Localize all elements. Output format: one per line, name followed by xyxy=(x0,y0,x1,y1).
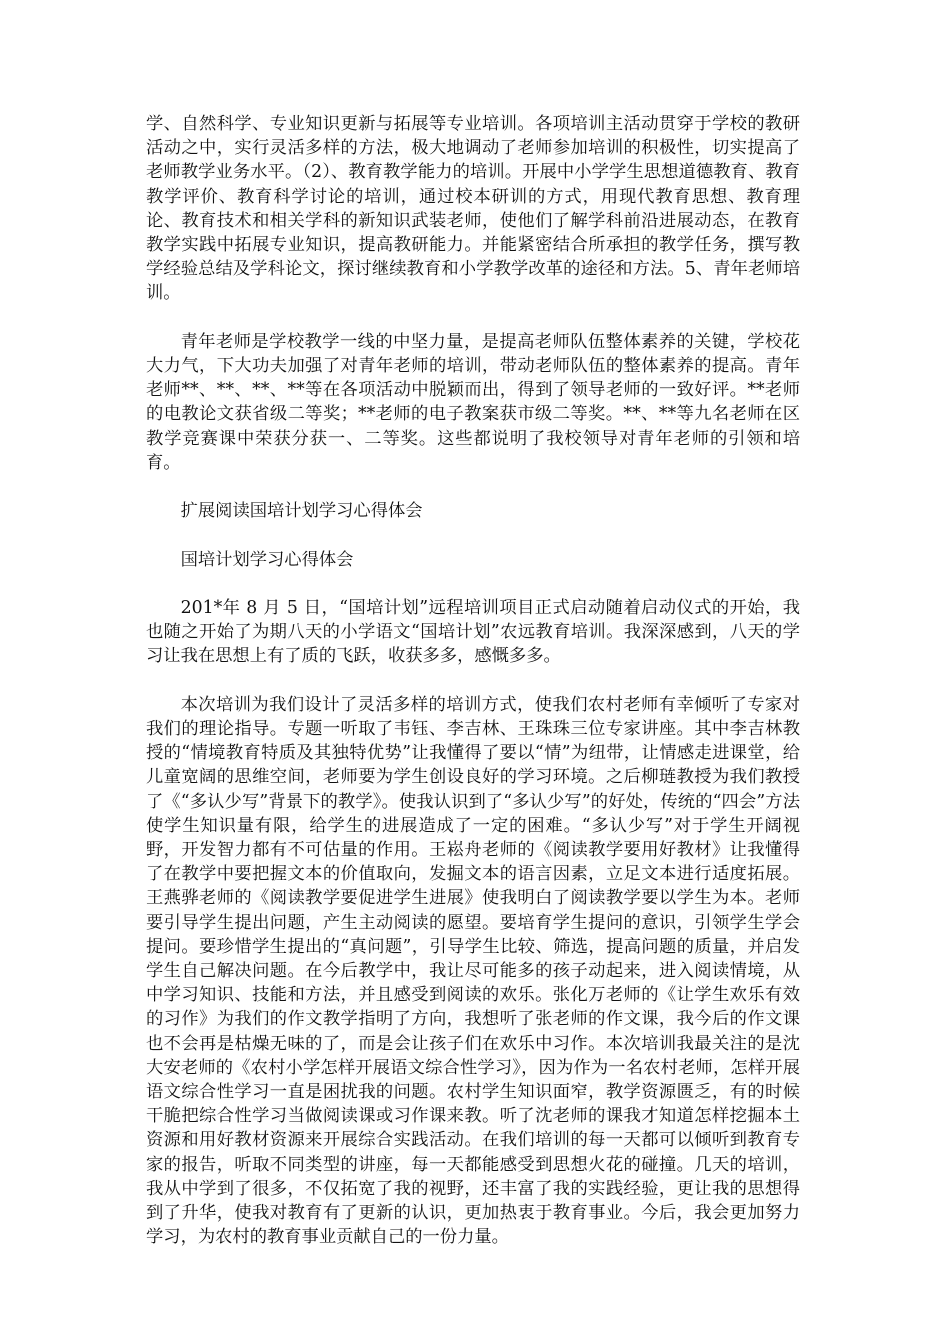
heading-article-title: 国培计划学习心得体会 xyxy=(180,549,354,570)
paragraph-training-content: 本次培训为我们设计了灵活多样的培训方式，使我们农村老师有幸倾听了专家对我们的理论指导。专题一听取了韦钰、李吉林、王珠珠三位专家讲座。其中李吉林教授的“情境教育特质及其独特优势”让我懂得了要以“情”为纽带，让情感走进课堂，给儿童宽阔的思维空间，老师要为学生创设良好的学习环境。之后柳琏教授为我们教授了《“多认少写”背景下的教学》。使我认识到了“多认少写”的好处，传统的“四会”方法使学生知识量有限，给学生的进展造成了一定的困难。“多认少写”对于学生开阔视野，开发智力都有不可估量的作用。王崧舟老师的《阅读教学要用好教材》让我懂得了在教学中要把握文本的价值取向，发掘文本的语言因素，立足文本进行适度拓展。王燕骅老师的《阅读教学要促进学生进展》使我明白了阅读教学要以学生为本。老师要引导学生提出问题，产生主动阅读的愿望。要培育学生提问的意识，引领学生学会提问。要珍惜学生提出的“真问题”，引导学生比较、筛选，提高问题的质量，并启发学生自己解决问题。在今后教学中，我让尽可能多的孩子动起来，进入阅读情境，从中学习知识、技能和方法，并且感受到阅读的欢乐。张化万老师的《让学生欢乐有效的习作》为我们的作文教学指明了方向，我想听了张老师的作文课，我今后的作文课也不会再是枯燥无味的了，而是会让孩子们在欢乐中习作。本次培训我最关注的是沈大安老师的《农村小学怎样开展语文综合性学习》，因为作为一名农村老师，怎样开展语文综合性学习一直是困扰我的问题。农村学生知识面窄，教学资源匮乏，有的时候干脆把综合性学习当做阅读课或习作课来教。听了沈老师的课我才知道怎样挖掘本土资源和用好教材资源来开展综合实践活动。在我们培训的每一天都可以倾听到教育专家的报告，听取不同类型的讲座，每一天都能感受到思想火花的碰撞。几天的培训，我从中学到了很多，不仅拓宽了我的视野，还丰富了我的实践经验，更让我的思想得到了升华，使我对教育有了更新的认识，更加热衷于教育事业。今后，我会更加努力学习，为农村的教育事业贡献自己的一份力量。 xyxy=(146,694,800,1248)
paragraph-training-start: 201*年 8 月 5 日，“国培计划”远程培训项目正式启动随着启动仪式的开始，我也随之开始了为期八天的小学语文“国培计划”农远教育培训。我深深感到，八天的学习让我在思想上有了质的飞跃，收获多多，感慨多多。 xyxy=(146,598,800,667)
heading-extended-reading: 扩展阅读国培计划学习心得体会 xyxy=(180,501,423,522)
paragraph-young-teachers: 青年老师是学校教学一线的中坚力量，是提高老师队伍整体素养的关键，学校花大力气，下大功夫加强了对青年老师的培训，带动老师队伍的整体素养的提高。青年老师**、**、**、**等在各项活动中脱颖而出，得到了领导老师的一致好评。**老师的电教论文获省级二等奖；**老师的电子教案获市级二等奖。**、**等九名老师在区教学竞赛课中荣获分获一、二等奖。这些都说明了我校领导对青年老师的引领和培育。 xyxy=(146,331,800,473)
document-body xyxy=(146,112,800,1274)
paragraph-teacher-training-continued: 学、自然科学、专业知识更新与拓展等专业培训。各项培训主活动贯穿于学校的教研活动之中，实行灵活多样的方法，极大地调动了老师参加培训的积极性，切实提高了老师教学业务水平。（2）、教育教学能力的培训。开展中小学学生思想道德教育、教育教学评价、教育科学讨论的培训，通过校本研训的方式，用现代教育思想、教育理论、教育技术和相关学科的新知识武装老师，使他们了解学科前沿进展动态，在教育教学实践中拓展专业知识，提高教研能力。并能紧密结合所承担的教学任务，撰写教学经验总结及学科论文，探讨继续教育和小学教学改革的途径和方法。5、青年老师培训。 xyxy=(146,114,800,304)
